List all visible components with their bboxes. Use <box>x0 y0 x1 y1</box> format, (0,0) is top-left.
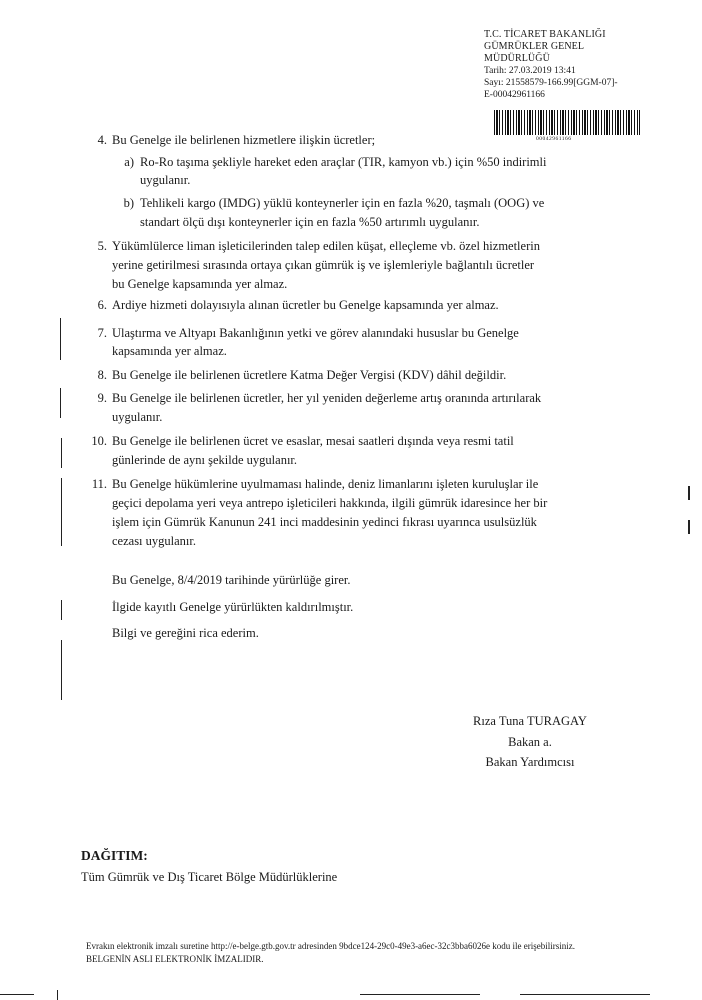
header-stamp <box>484 29 664 101</box>
item-line: geçici depolama yeri veya antrepo işleticileri hakkında, ilgili gümrük idaresince her bir <box>112 496 548 510</box>
closing-line: Bilgi ve gereğini rica ederim. <box>112 626 259 640</box>
item-number: b) <box>123 196 134 210</box>
footer-link-text: Evrakın elektronik imzalı suretine http://e-belge.gtb.gov.tr adresinden 9bdce124-29c0-49e3-a6ec-32c3bba6026e kodu ile erişebilirsiniz. <box>86 941 576 951</box>
margin-mark <box>60 318 61 360</box>
scan-edge-line <box>0 994 34 995</box>
margin-mark <box>688 486 690 500</box>
item-line: Bu Genelge ile belirlenen ücret ve esaslar, mesai saatleri dışında veya resmi tatil <box>112 434 514 448</box>
margin-mark <box>61 640 62 700</box>
item-line: standart ölçü dışı konteynerler için en fazla %50 artırımlı uygulanır. <box>140 215 480 229</box>
barcode-number: 00042961166 <box>536 136 572 142</box>
item-number: a) <box>124 155 134 169</box>
item-line: günlerinde de aynı şekilde uygulanır. <box>112 453 298 467</box>
item-number: 8. <box>97 368 107 382</box>
item-line: uygulanır. <box>112 410 163 424</box>
item-line: Ardiye hizmeti dolayısıyla alınan ücretler bu Genelge kapsamında yer almaz. <box>112 298 499 312</box>
item-line: bu Genelge kapsamında yer almaz. <box>112 277 288 291</box>
item-line: Tehlikeli kargo (IMDG) yüklü konteynerler için en fazla %20, taşmalı (OOG) ve <box>140 196 545 210</box>
signatory-line: Bakan a. <box>508 735 552 749</box>
item-line: Ro-Ro taşıma şekliyle hareket eden araçlar (TIR, kamyon vb.) için %50 indirimli <box>140 155 547 169</box>
scan-edge-line <box>520 994 650 995</box>
item-line: Yükümlülerce liman işleticilerinden talep edilen küşat, elleçleme vb. özel hizmetlerin <box>112 239 540 253</box>
margin-mark <box>60 388 61 418</box>
margin-mark <box>61 600 62 620</box>
item-number: 6. <box>97 298 107 312</box>
margin-mark <box>57 990 58 1000</box>
item-line: uygulanır. <box>140 173 191 187</box>
signatory-title: Bakan Yardımcısı <box>485 755 575 769</box>
item-number: 4. <box>97 133 107 147</box>
closing-line: İlgide kayıtlı Genelge yürürlükten kaldırılmıştır. <box>112 600 354 614</box>
stamp-number-cont: E-00042961166 <box>484 90 545 100</box>
signatory-name: Rıza Tuna TURAGAY <box>473 714 587 728</box>
item-line: cezası uygulanır. <box>112 534 196 548</box>
item-number: 10. <box>91 434 107 448</box>
stamp-line: T.C. TİCARET BAKANLIĞI <box>484 29 606 40</box>
margin-mark <box>61 478 62 546</box>
item-line: Bu Genelge ile belirlenen ücretlere Katma Değer Vergisi (KDV) dâhil değildir. <box>112 368 507 382</box>
item-line: Ulaştırma ve Altyapı Bakanlığının yetki ve görev alanındaki hususlar bu Genelge <box>112 326 519 340</box>
item-line: yerine getirilmesi sırasında ortaya çıkan gümrük iş ve işlemleriyle bağlantılı ücretler <box>112 258 535 272</box>
item-number: 7. <box>97 326 107 340</box>
item-line: Bu Genelge ile belirlenen hizmetlere ilişkin ücretler; <box>112 133 376 147</box>
distribution-title: DAĞITIM: <box>81 848 148 863</box>
item-number: 9. <box>97 391 107 405</box>
item-line: Bu Genelge hükümlerine uyulmaması halinde, deniz limanlarını işleten kuruluşlar ile <box>112 477 539 491</box>
item-number: 5. <box>97 239 107 253</box>
stamp-line: GÜMRÜKLER GENEL <box>484 41 585 52</box>
item-line: kapsamında yer almaz. <box>112 344 227 358</box>
closing-line: Bu Genelge, 8/4/2019 tarihinde yürürlüğe girer. <box>112 573 351 587</box>
stamp-line: MÜDÜRLÜĞÜ <box>484 53 550 64</box>
barcode <box>494 110 640 135</box>
item-line: işlem için Gümrük Kanunun 241 inci maddesinin yedinci fıkrası uyarınca usulsüzlük <box>112 515 537 529</box>
margin-mark <box>61 438 62 468</box>
scan-edge-line <box>360 994 480 995</box>
stamp-date: Tarih: 27.03.2019 13:41 <box>484 66 576 76</box>
stamp-number: Sayı: 21558579-166.99[GGM-07]- <box>484 78 618 88</box>
item-number: 11. <box>91 477 107 491</box>
margin-mark <box>688 520 690 534</box>
distribution-text: Tüm Gümrük ve Dış Ticaret Bölge Müdürlüklerine <box>81 870 338 884</box>
footer-note: BELGENİN ASLI ELEKTRONİK İMZALIDIR. <box>86 954 264 964</box>
item-line: Bu Genelge ile belirlenen ücretler, her yıl yeniden değerleme artış oranında artırılarak <box>112 391 542 405</box>
